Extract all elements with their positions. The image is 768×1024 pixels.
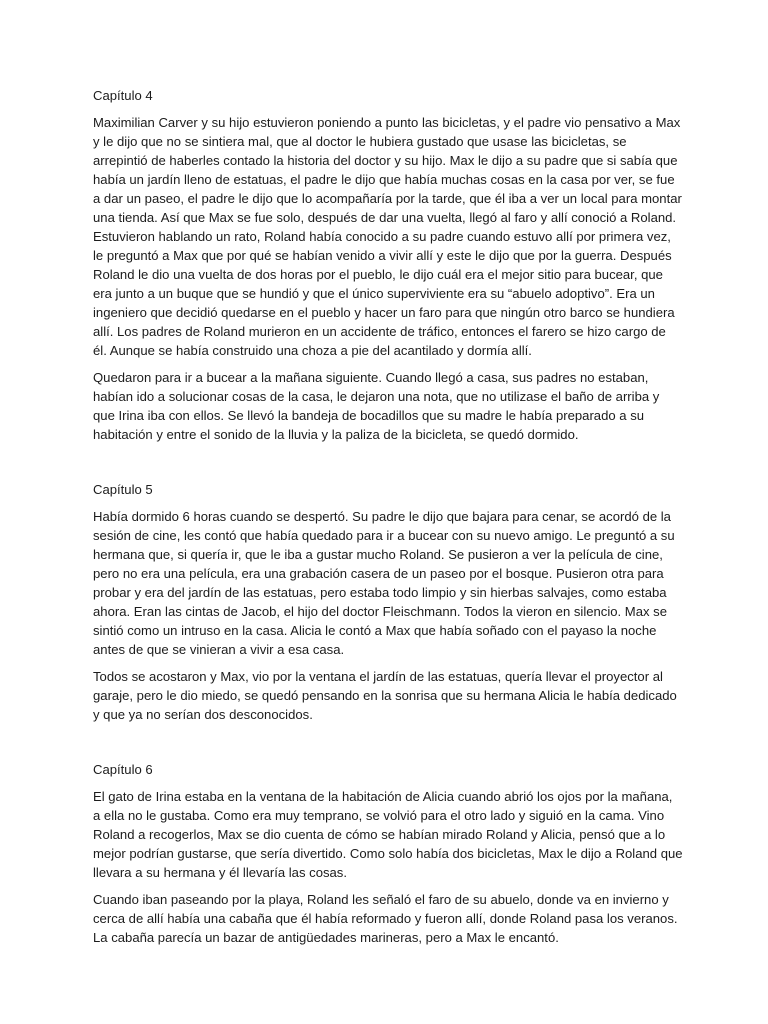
chapter-title: Capítulo 4 xyxy=(93,88,153,103)
paragraph: Había dormido 6 horas cuando se despertó. Su padre le dijo que bajara para cenar, se acordó de la sesión de cine, les contó que había quedado para ir a bucear con su nuevo amigo. Le preguntó a su hermana que, si quería ir, que le iba a gustar mucho Roland. Se pusieron a ver la película de cine, pero no era una película, era una grabación casera de un paseo por el bosque. Pusieron otra para probar y era del jardín de las estatuas, pero estaba todo limpio y sin hierbas salvajes, como estaba ahora. Eran las cintas de Jacob, el hijo del doctor Fleischmann. Todos la vieron en silencio. Max se sintió como un intruso en la casa. Alicia le contó a Max que había soñado con el payaso la noche antes de que se vinieran a vivir a esa casa. xyxy=(93,509,675,657)
paragraph: Maximilian Carver y su hijo estuvieron poniendo a punto las bicicletas, y el padre vio pensativo a Max y le dijo que no se sintiera mal, que al doctor le hubiera gustado que usase las bicicletas, se arrepintió de haberles contado la historia del doctor y su hijo. Max le dijo a su padre que si sabía que había un jardín lleno de estatuas, el padre le dijo que había muchas cosas en la casa por ver, se fue a dar un paseo, el padre le dijo que lo acompañaría por la tarde, que él iba a ver un local para montar una tienda. Así que Max se fue solo, después de dar una vuelta, llegó al faro y allí conoció a Roland. Estuvieron hablando un rato, Roland había conocido a su padre cuando estuvo allí por primera vez, le preguntó a Max que por qué se habían venido a vivir allí y este le dijo que por la guerra. Después Roland le dio una vuelta de dos horas por el pueblo, le dijo cuál era el mejor sitio para bucear, que era junto a un buque que se hundió y que el único superviviente era su “abuelo adoptivo”. Era un ingeniero que decidió quedarse en el pueblo y hacer un faro para que ningún otro barco se hundiera allí. Los padres de Roland murieron en un accidente de tráfico, entonces el farero se hizo cargo de él. Aunque se había construido una choza a pie del acantilado y dormía allí. xyxy=(93,115,682,358)
chapter-4 xyxy=(93,86,683,444)
paragraph: Todos se acostaron y Max, vio por la ventana el jardín de las estatuas, quería llevar el proyector al garaje, pero le dio miedo, se quedó pensando en la sonrisa que su hermana Alicia le había dedicado y que ya no serían dos desconocidos. xyxy=(93,669,677,722)
paragraph: Quedaron para ir a bucear a la mañana siguiente. Cuando llegó a casa, sus padres no estaban, habían ido a solucionar cosas de la casa, le dejaron una nota, que no utilizase el baño de arriba y que Irina iba con ellos. Se llevó la bandeja de bocadillos que su madre le había preparado a su habitación y entre el sonido de la lluvia y la paliza de la bicicleta, se quedó dormido. xyxy=(93,370,660,442)
chapter-title: Capítulo 5 xyxy=(93,482,153,497)
paragraph: El gato de Irina estaba en la ventana de la habitación de Alicia cuando abrió los ojos por la mañana, a ella no le gustaba. Como era muy temprano, se volvió para el otro lado y siguió en la cama. Vino Roland a recogerlos, Max se dio cuenta de cómo se habían mirado Roland y Alicia, pensó que a lo mejor podrían gustarse, que sería divertido. Como solo había dos bicicletas, Max le dijo a Roland que llevara a su hermana y él llevaría las cosas. xyxy=(93,789,683,880)
paragraph: Cuando iban paseando por la playa, Roland les señaló el faro de su abuelo, donde va en invierno y cerca de allí había una cabaña que él había reformado y fueron allí, donde Roland pasa los veranos. La cabaña parecía un bazar de antigüedades marineras, pero a Max le encantó. xyxy=(93,892,678,945)
chapter-title: Capítulo 6 xyxy=(93,762,153,777)
document-page xyxy=(93,86,683,955)
chapter-5 xyxy=(93,480,683,724)
chapter-6 xyxy=(93,760,683,947)
